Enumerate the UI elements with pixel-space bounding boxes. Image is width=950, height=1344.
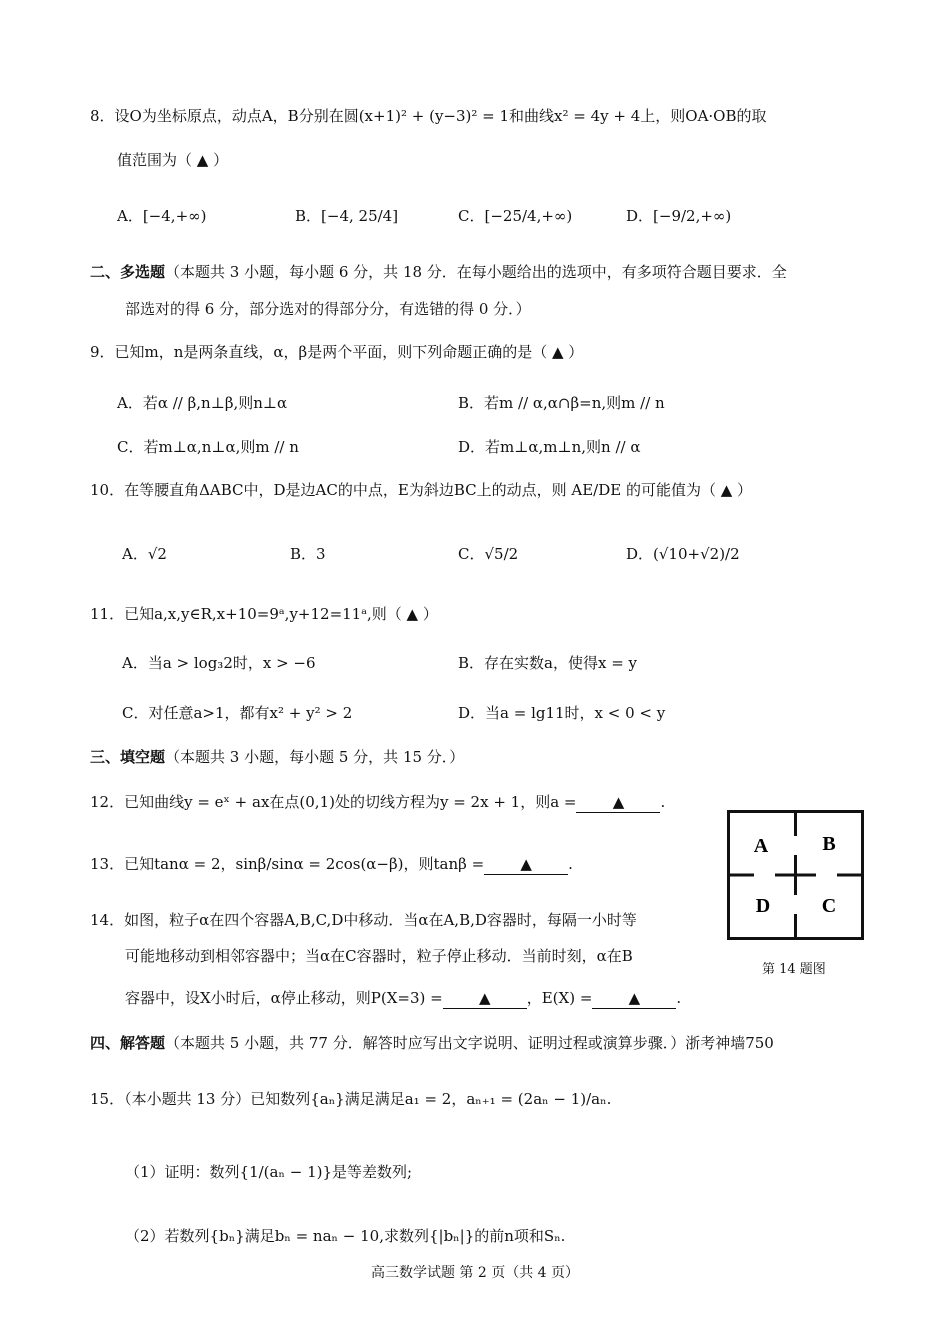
section2-header bbox=[90, 260, 787, 284]
q12: 12．已知曲线y = eˣ + ax在点(0,1)处的切线方程为y = 2x + 1，则a = ▲ . bbox=[90, 793, 666, 811]
q10-option-b: B．3 bbox=[290, 545, 326, 563]
q9-option-b: B．若m // α,α∩β=n,则m // n bbox=[458, 394, 665, 412]
q14-answer-blank-2: ▲ bbox=[592, 988, 676, 1009]
section2-title: 二、多选题 bbox=[90, 263, 166, 281]
q14-text-a: 容器中，设X小时后，α停止移动，则P(X=3) = bbox=[125, 989, 443, 1007]
q11-stem: 11．已知a,x,y∈R,x+10=9ᵃ,y+12=11ᵃ,则（ ▲ ） bbox=[90, 605, 438, 623]
q9-option-a: A．若α // β,n⊥β,则n⊥α bbox=[117, 394, 288, 412]
q14-answer-blank-1: ▲ bbox=[443, 988, 527, 1009]
q8-line2: 值范围为（ ▲ ） bbox=[117, 151, 229, 169]
section3-desc: （本题共 3 小题，每小题 5 分，共 15 分．） bbox=[165, 748, 465, 766]
q15-part1: （1）证明：数列{1/(aₙ − 1)}是等差数列; bbox=[125, 1163, 413, 1181]
q12-answer-blank: ▲ bbox=[576, 792, 660, 813]
q10-option-a: A．√2 bbox=[122, 545, 167, 563]
figure-label-a: A bbox=[753, 835, 769, 857]
section4-header bbox=[90, 1031, 774, 1055]
q15-stem: 15．（本小题共 13 分）已知数列{aₙ}满足满足a₁ = 2，aₙ₊₁ = (2aₙ − 1)/aₙ. bbox=[90, 1090, 612, 1108]
q11-option-a: A．当a > log₃2时，x > −6 bbox=[122, 654, 316, 672]
q13-text: 13．已知tanα = 2，sinβ/sinα = 2cos(α−β)，则tanβ = bbox=[90, 855, 485, 873]
q11-option-c: C．对任意a>1，都有x² + y² > 2 bbox=[122, 704, 353, 722]
section2-desc-2: 部选对的得 6 分，部分选对的得部分分，有选错的得 0 分．） bbox=[125, 300, 531, 318]
q14-figure bbox=[727, 810, 864, 940]
q8-option-a: A．[−4,+∞) bbox=[117, 207, 207, 225]
q10-option-d: D．(√10+√2)/2 bbox=[626, 545, 740, 563]
q8-line1: 8．设O为坐标原点，动点A，B分别在圆(x+1)² + (y−3)² = 1和曲线x² = 4y + 4上，则OA·OB的取 bbox=[90, 107, 767, 125]
q10-option-c: C．√5/2 bbox=[458, 545, 519, 563]
q8-option-d: D．[−9/2,+∞) bbox=[626, 207, 732, 225]
q14-text-b: ，E(X) = bbox=[526, 989, 593, 1007]
q8-option-c: C．[−25/4,+∞) bbox=[458, 207, 573, 225]
q9-option-d: D．若m⊥α,m⊥n,则n // α bbox=[458, 438, 641, 456]
figure-label-b: B bbox=[822, 833, 836, 855]
section3-header bbox=[90, 745, 464, 769]
q13-answer-blank: ▲ bbox=[484, 854, 568, 875]
q14-line3: 容器中，设X小时后，α停止移动，则P(X=3) = ▲ ，E(X) = ▲ . bbox=[125, 989, 682, 1007]
q12-text: 12．已知曲线y = eˣ + ax在点(0,1)处的切线方程为y = 2x + 1，则a = bbox=[90, 793, 577, 811]
figure-label-c: C bbox=[821, 895, 837, 917]
figure-label-d: D bbox=[755, 895, 771, 917]
q14-line2: 可能地移动到相邻容器中；当α在C容器时，粒子停止移动．当前时刻，α在B bbox=[125, 947, 633, 965]
figure-caption: 第 14 题图 bbox=[762, 962, 826, 977]
section4-desc: （本题共 5 小题，共 77 分．解答时应写出文字说明、证明过程或演算步骤．）浙考神墙750 bbox=[165, 1034, 774, 1052]
section3-title: 三、填空题 bbox=[90, 748, 166, 766]
page-footer: 高三数学试题 第 2 页（共 4 页） bbox=[370, 1265, 580, 1281]
q11-option-b: B．存在实数a，使得x = y bbox=[458, 654, 638, 672]
q15-part2: （2）若数列{bₙ}满足bₙ = naₙ − 10,求数列{|bₙ|}的前n项和Sₙ. bbox=[125, 1227, 566, 1245]
q8-option-b: B．[−4, 25/4] bbox=[295, 207, 399, 225]
q9-stem: 9．已知m，n是两条直线，α，β是两个平面，则下列命题正确的是（ ▲ ） bbox=[90, 343, 584, 361]
q13: 13．已知tanα = 2，sinβ/sinα = 2cos(α−β)，则tanβ = ▲ . bbox=[90, 855, 573, 873]
q10-stem: 10．在等腰直角ΔABC中，D是边AC的中点，E为斜边BC上的动点，则 AE/DE 的可能值为（ ▲ ） bbox=[90, 481, 753, 499]
section2-desc-1: （本题共 3 小题，每小题 6 分，共 18 分．在每小题给出的选项中，有多项符合题目要求．全 bbox=[165, 263, 787, 281]
q9-option-c: C．若m⊥α,n⊥α,则m // n bbox=[117, 438, 299, 456]
q11-option-d: D．当a = lg11时，x < 0 < y bbox=[458, 704, 666, 722]
q14-line1: 14．如图，粒子α在四个容器A,B,C,D中移动．当α在A,B,D容器时，每隔一小时等 bbox=[90, 911, 637, 929]
section4-title: 四、解答题 bbox=[90, 1034, 166, 1052]
